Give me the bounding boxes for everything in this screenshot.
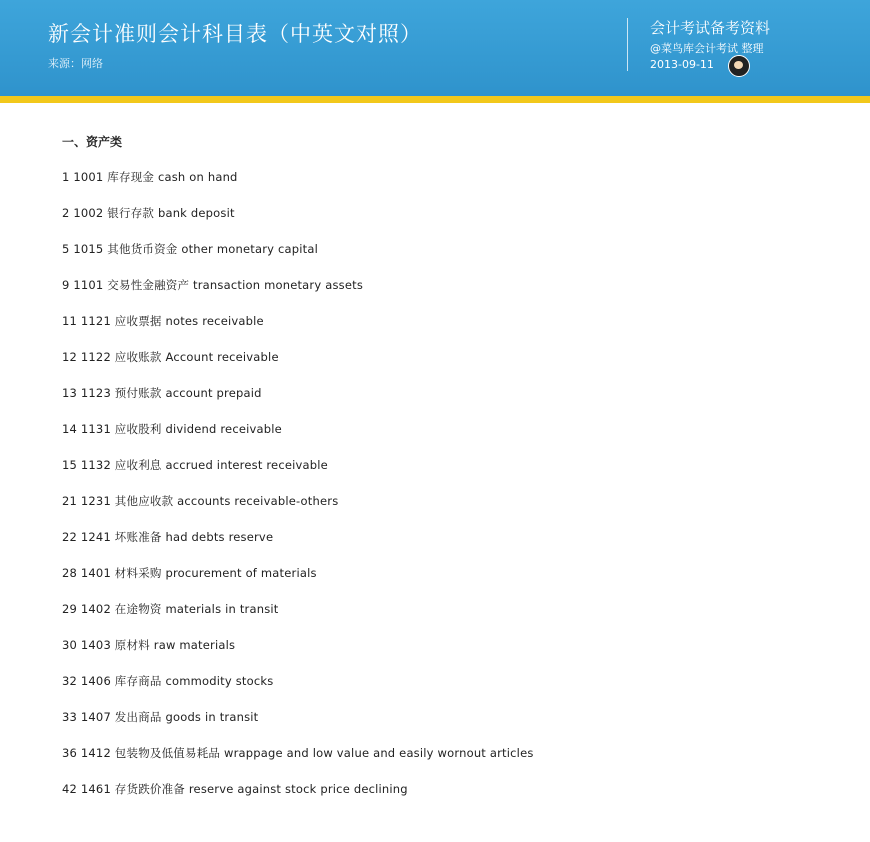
side-date: 2013-09-11 bbox=[650, 58, 714, 71]
list-item: 2 1002 银行存款 bank deposit bbox=[62, 206, 235, 220]
document-body bbox=[62, 133, 534, 818]
list-item: 15 1132 应收利息 accrued interest receivable bbox=[62, 458, 328, 472]
list-item: 14 1131 应收股利 dividend receivable bbox=[62, 422, 282, 436]
list-item: 30 1403 原材料 raw materials bbox=[62, 638, 236, 652]
side-title: 会计考试备考资料 bbox=[650, 19, 771, 37]
list-item: 33 1407 发出商品 goods in transit bbox=[62, 710, 259, 724]
account-list bbox=[62, 170, 534, 818]
list-item: 29 1402 在途物资 materials in transit bbox=[62, 602, 279, 616]
side-organizer: @菜鸟库会计考试 整理 bbox=[650, 42, 764, 55]
list-item: 32 1406 库存商品 commodity stocks bbox=[62, 674, 274, 688]
source-label: 来源：网络 bbox=[48, 57, 103, 70]
list-item: 1 1001 库存现金 cash on hand bbox=[62, 170, 238, 184]
list-item: 36 1412 包装物及低值易耗品 wrappage and low value and easily wornout articles bbox=[62, 746, 534, 760]
document-header bbox=[0, 0, 870, 96]
list-item: 5 1015 其他货币资金 other monetary capital bbox=[62, 242, 319, 256]
list-item: 42 1461 存货跌价准备 reserve against stock price declining bbox=[62, 782, 408, 796]
list-item: 9 1101 交易性金融资产 transaction monetary assets bbox=[62, 278, 364, 292]
list-item: 21 1231 其他应收款 accounts receivable-others bbox=[62, 494, 339, 508]
section-heading: 一、资产类 bbox=[62, 135, 123, 149]
header-divider bbox=[627, 18, 628, 71]
list-item: 22 1241 坏账准备 had debts reserve bbox=[62, 530, 274, 544]
list-item: 28 1401 材料采购 procurement of materials bbox=[62, 566, 317, 580]
list-item: 12 1122 应收账款 Account receivable bbox=[62, 350, 279, 364]
accent-bar bbox=[0, 96, 870, 103]
avatar-icon bbox=[728, 55, 750, 77]
list-item: 11 1121 应收票据 notes receivable bbox=[62, 314, 264, 328]
document-title: 新会计准则会计科目表（中英文对照） bbox=[48, 22, 422, 46]
list-item: 13 1123 预付账款 account prepaid bbox=[62, 386, 262, 400]
